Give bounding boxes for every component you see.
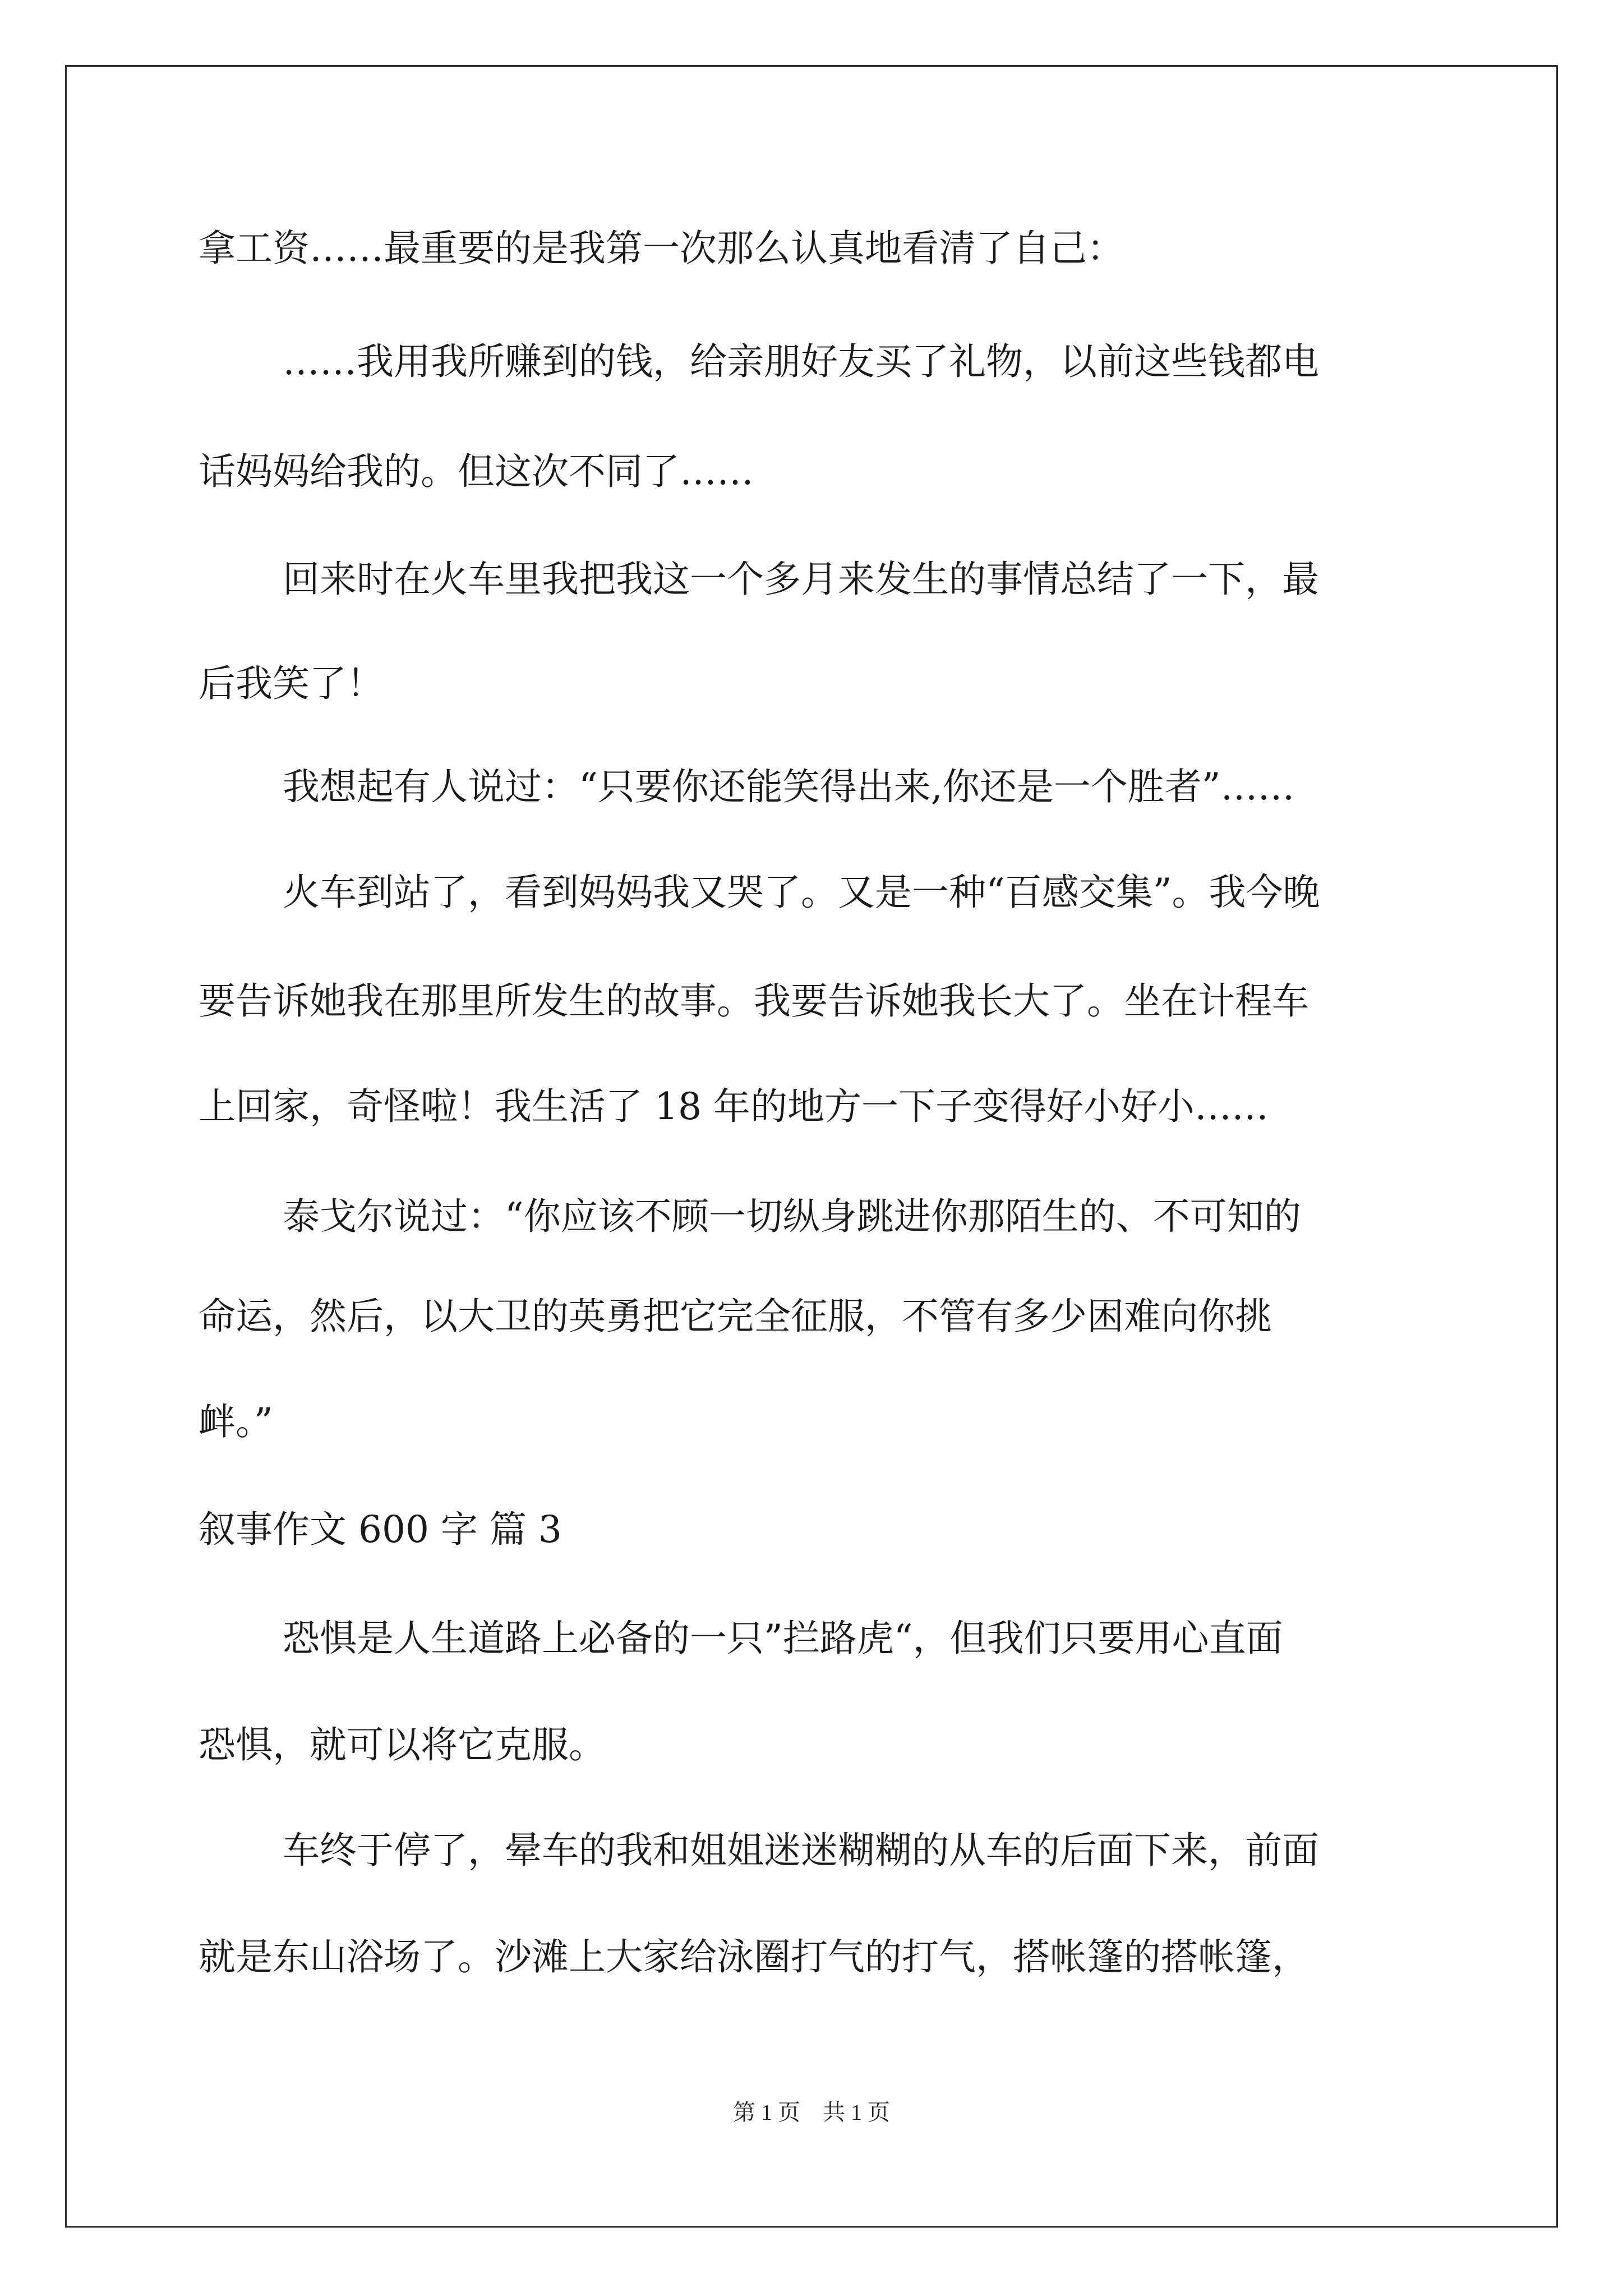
text-line: 泰戈尔说过：“你应该不顾一切纵身跳进你那陌生的、不可知的 — [283, 1195, 1301, 1238]
text-line: 后我笑了！ — [199, 662, 384, 705]
page-number-footer: 第 1 页 共 1 页 — [733, 2100, 890, 2125]
text-line: 就是东山浴场了。沙滩上大家给泳圈打气的打气，搭帐篷的搭帐篷， — [199, 1935, 1309, 1978]
text-line: 衅。” — [199, 1400, 273, 1443]
text-line: 要告诉她我在那里所发生的故事。我要告诉她我长大了。坐在计程车 — [199, 979, 1309, 1023]
text-line: 火车到站了，看到妈妈我又哭了。又是一种“百感交集”。我今晚 — [283, 871, 1320, 914]
text-line: 恐惧，就可以将它克服。 — [199, 1723, 606, 1766]
text-line: 拿工资……最重要的是我第一次那么认真地看清了自己： — [199, 227, 1124, 270]
text-line: 回来时在火车里我把我这一个多月来发生的事情总结了一下，最 — [283, 558, 1319, 601]
text-line: 恐惧是人生道路上必备的一只”拦路虎“，但我们只要用心直面 — [283, 1617, 1283, 1660]
text-line: 上回家，奇怪啦！我生活了 18 年的地方一下子变得好小好小…… — [199, 1085, 1269, 1128]
text-line: 命运，然后，以大卫的英勇把它完全征服，不管有多少困难向你挑 — [199, 1295, 1272, 1338]
section-heading: 叙事作文 600 字 篇 3 — [199, 1508, 562, 1551]
text-line: ……我用我所赚到的钱，给亲朋好友买了礼物，以前这些钱都电 — [283, 340, 1319, 383]
page-border — [65, 65, 1558, 2228]
text-line: 车终于停了，晕车的我和姐姐迷迷糊糊的从车的后面下来，前面 — [283, 1829, 1319, 1872]
text-line: 我想起有人说过：“只要你还能笑得出来,你还是一个胜者”…… — [283, 765, 1295, 808]
text-line: 话妈妈给我的。但这次不同了…… — [199, 450, 754, 493]
